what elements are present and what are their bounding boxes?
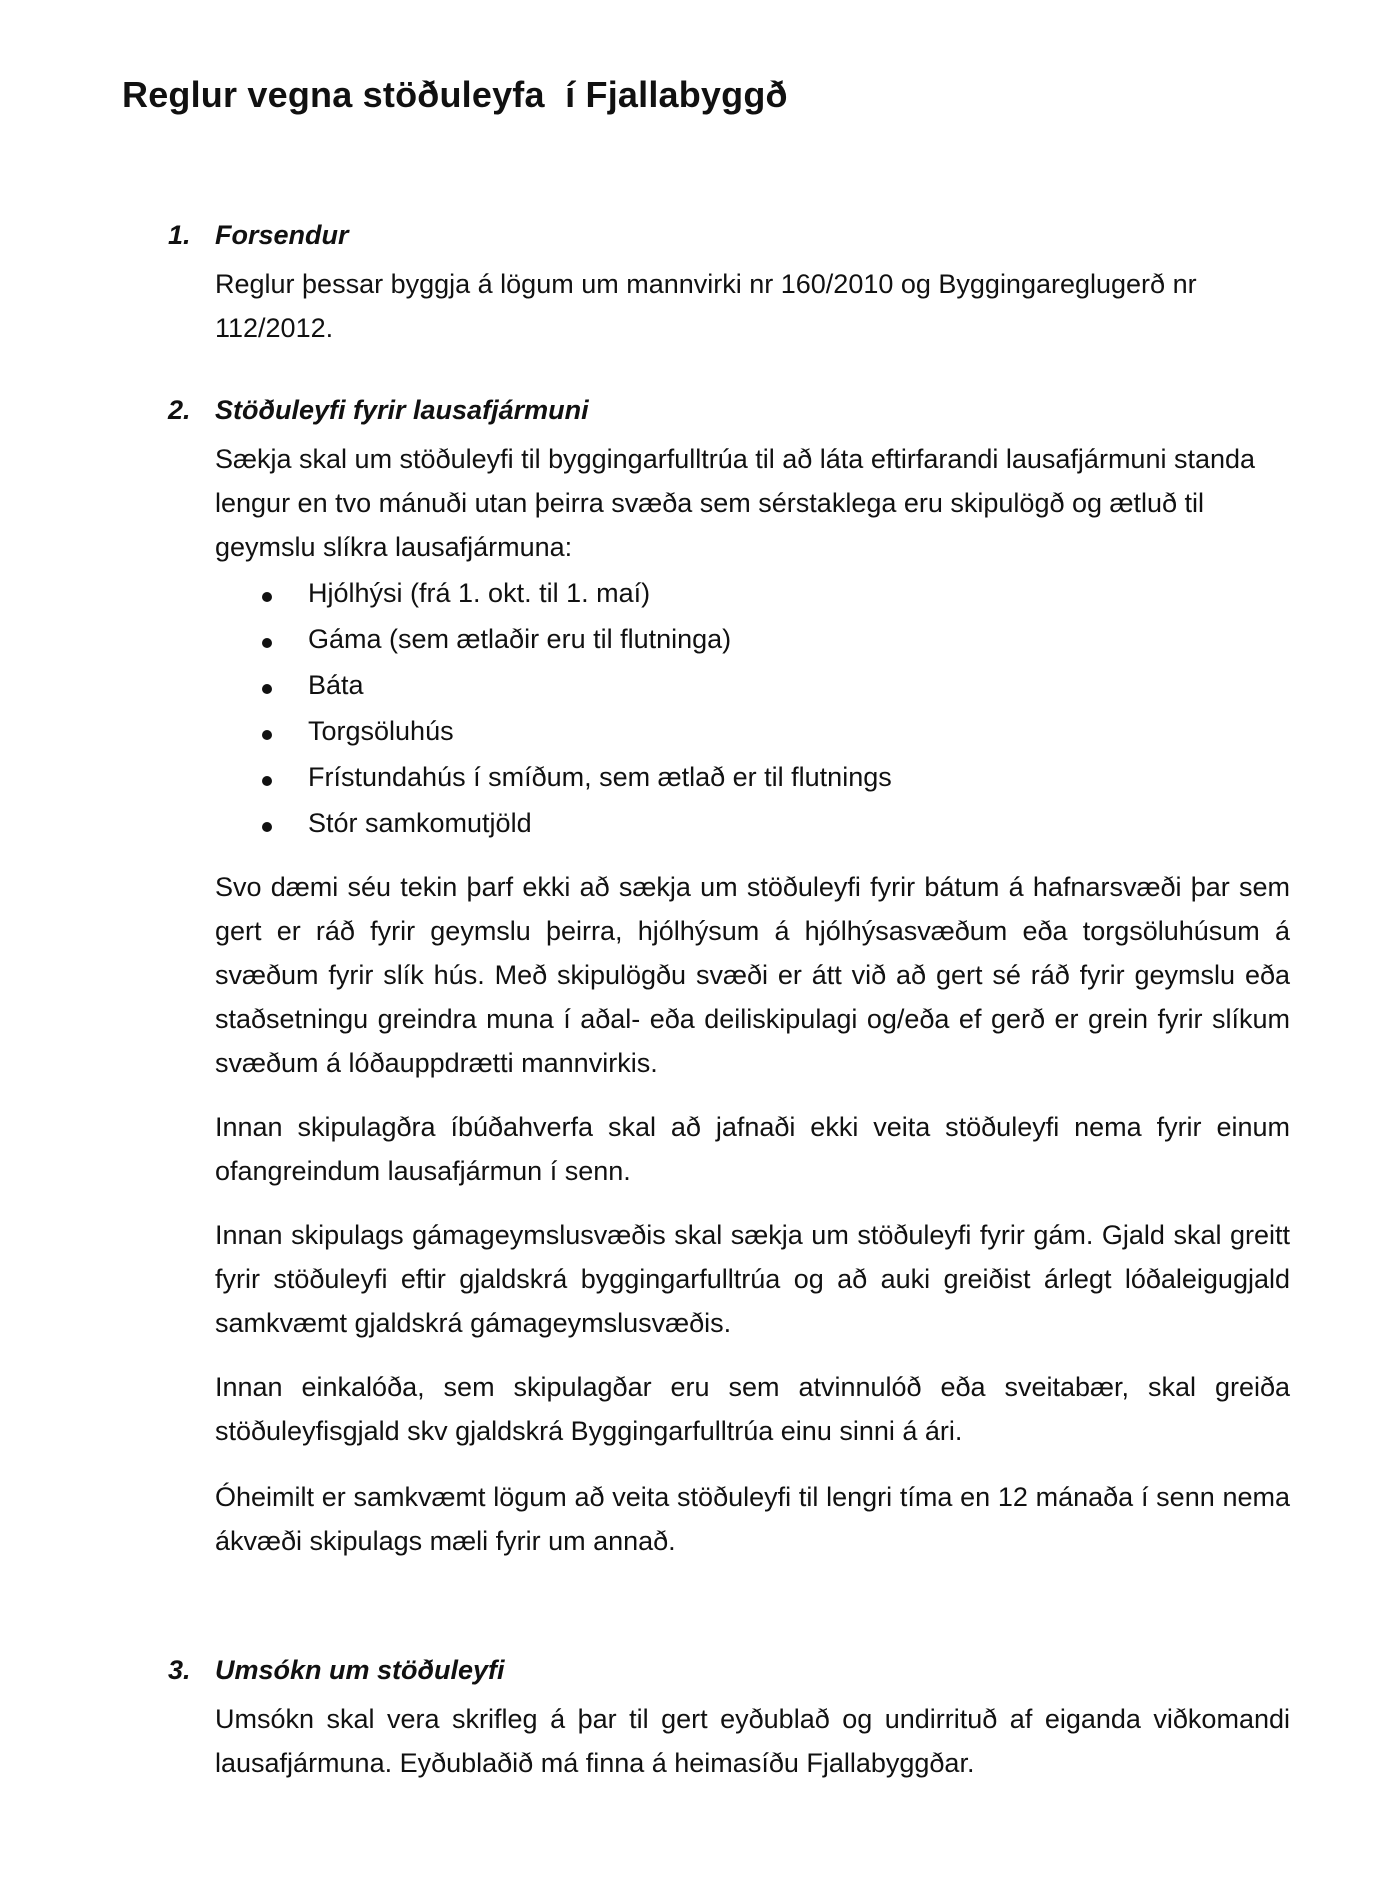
bullet-dot-icon — [262, 730, 272, 740]
list-item-text: Gáma (sem ætlaðir eru til flutninga) — [308, 624, 732, 654]
bullet-dot-icon — [262, 592, 272, 602]
list-item-text: Frístundahús í smíðum, sem ætlað er til flutnings — [308, 762, 892, 792]
section-2-paragraph-5: Óheimilt er samkvæmt lögum að veita stöðuleyfi til lengri tíma en 12 mánaða í senn nema ákvæði skipulags mæli fyrir um annað. — [215, 1482, 1290, 1556]
document-title: Reglur vegna stöðuleyfa í Fjallabyggð — [122, 74, 788, 115]
section-2-paragraph-1: Svo dæmi séu tekin þarf ekki að sækja um stöðuleyfi fyrir bátum á hafnarsvæði þar sem gert er ráð fyrir geymslu þeirra, hjólhýsum á hjólhýsasvæðum eða torgsöluhúsum á svæðum fyrir slík hús. Með skipulögðu svæði er átt við að gert sé ráð fyrir geymslu eða staðsetningu greindra muna í aðal- eða deiliskipulagi og/eða ef gerð er grein fyrir slíkum svæðum á lóðauppdrætti mannvirkis. — [215, 872, 1290, 1078]
list-item — [0, 805, 1400, 851]
section-1-number: 1. — [168, 220, 191, 250]
section-2-paragraph-3: Innan skipulags gámageymslusvæðis skal sækja um stöðuleyfi fyrir gám. Gjald skal greitt fyrir stöðuleyfi eftir gjaldskrá byggingarfulltrúa og að auki greiðist árlegt lóðaleigugjald samkvæmt gjaldskrá gámageymslusvæðis. — [215, 1220, 1290, 1338]
section-2-number: 2. — [168, 395, 191, 425]
section-1-text: Reglur þessar byggja á lögum um mannvirki nr 160/2010 og Byggingareglugerð nr 112/2012. — [215, 269, 1197, 343]
list-item — [0, 713, 1400, 759]
list-item-text: Hjólhýsi (frá 1. okt. til 1. maí) — [308, 578, 651, 608]
bullet-dot-icon — [262, 822, 272, 832]
list-item — [0, 667, 1400, 713]
list-item — [0, 621, 1400, 667]
section-1-heading: Forsendur — [215, 220, 349, 250]
section-3-number: 3. — [168, 1655, 191, 1685]
section-2-paragraph-4: Innan einkalóða, sem skipulagðar eru sem atvinnulóð eða sveitabær, skal greiða stöðuleyfisgjald skv gjaldskrá Byggingarfulltrúa einu sinni á ári. — [215, 1372, 1290, 1446]
list-item-text: Báta — [308, 670, 364, 700]
list-item-text: Torgsöluhús — [308, 716, 454, 746]
bullet-dot-icon — [262, 638, 272, 648]
list-item-text: Stór samkomutjöld — [308, 808, 532, 838]
list-item — [0, 575, 1400, 621]
section-3-heading: Umsókn um stöðuleyfi — [215, 1655, 505, 1685]
bullet-dot-icon — [262, 776, 272, 786]
bullet-list — [0, 575, 1400, 851]
section-2-heading: Stöðuleyfi fyrir lausafjármuni — [215, 395, 589, 425]
section-2-intro: Sækja skal um stöðuleyfi til byggingarfulltrúa til að láta eftirfarandi lausafjármuni standa lengur en tvo mánuði utan þeirra svæða sem sérstaklega eru skipulögð og ætluð til geymslu slíkra lausafjármuna: — [215, 444, 1256, 562]
section-3-text: Umsókn skal vera skrifleg á þar til gert eyðublað og undirrituð af eiganda viðkomandi lausafjármuna. Eyðublaðið má finna á heimasíðu Fjallabyggðar. — [215, 1704, 1290, 1778]
list-item — [0, 759, 1400, 805]
bullet-dot-icon — [262, 684, 272, 694]
section-2-paragraph-2: Innan skipulagðra íbúðahverfa skal að jafnaði ekki veita stöðuleyfi nema fyrir einum ofangreindum lausafjármun í senn. — [215, 1112, 1290, 1186]
